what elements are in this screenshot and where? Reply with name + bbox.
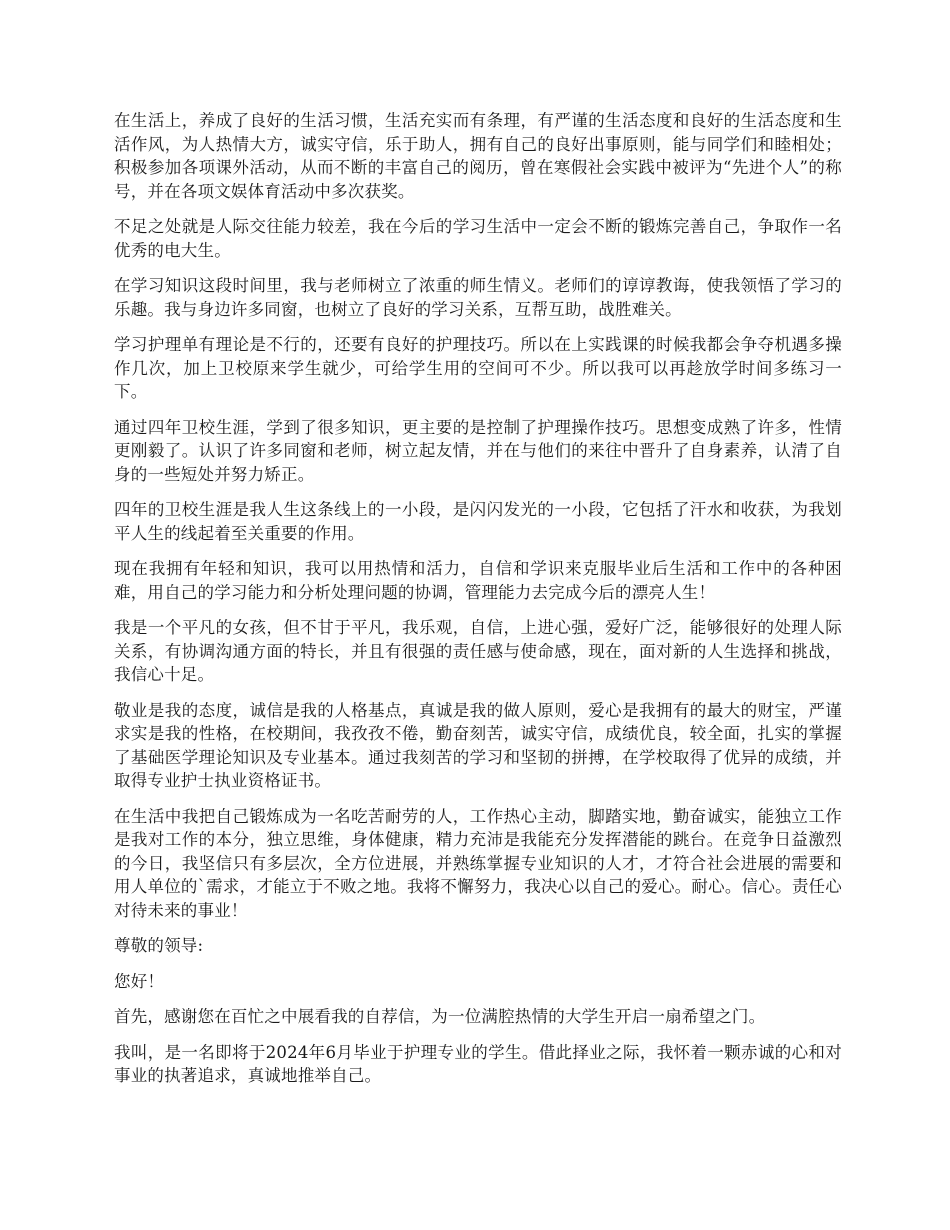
paragraph-thanks: 首先，感谢您在百忙之中展看我的自荐信，为一位满腔热情的大学生开启一扇希望之门。 [114,1007,766,1026]
paragraph-nursing-skills: 学习护理单有理论是不行的，还要有良好的护理技巧。所以在上实践课的时候我都会争夺机遇多操作几次，加上卫校原来学生就少，可给学生用的空间可不少。所以我可以再趁放学时间多练习一下。 [114,335,842,401]
paragraph-ordinary-girl: 我是一个平凡的女孩，但不甘于平凡，我乐观，自信，上进心强，爱好广泛，能够很好的处理人际关系，有协调沟通方面的特长，并且有很强的责任感与使命感，现在，面对新的人生选择和挑战，我信心十足。 [114,618,842,684]
paragraph-hardworking: 在生活中我把自己锻炼成为一名吃苦耐劳的人，工作热心主动，脚踏实地，勤奋诚实，能独立工作是我对工作的本分，独立思维，身体健康，精力充沛是我能充分发挥潜能的跳台。在竞争日益激烈的今日，我坚信只有多层次，全方位进展，并熟练掌握专业知识的人才，才符合社会进展的需要和用人单位的`需求，才能立于不败之地。我将不懈努力，我决心以自己的爱心。耐心。信心。责任心对待未来的事业！ [114,806,842,920]
paragraph-youth-knowledge: 现在我拥有年轻和知识，我可以用热情和活力，自信和学识来克服毕业后生活和工作中的各种困难，用自己的学习能力和分析处理问题的协调，管理能力去完成今后的漂亮人生！ [114,559,842,602]
paragraph-introduction: 我叫，是一名即将于2024年6月毕业于护理专业的学生。借此择业之际，我怀着一颗赤诚的心和对事业的执著追求，真诚地推举自己。 [114,1042,842,1085]
paragraph-shortcomings: 不足之处就是人际交往能力较差，我在今后的学习生活中一定会不断的锻炼完善自己，争取作一名优秀的电大生。 [114,217,842,260]
paragraph-four-years: 通过四年卫校生涯，学到了很多知识，更主要的是控制了护理操作技巧。思想变成熟了许多，性情更刚毅了。认识了许多同窗和老师，树立起友情，并在与他们的来往中晋升了自身素养，认清了自身的一些短处并努力矫正。 [114,417,842,484]
salutation: 尊敬的领导: [114,936,204,955]
document-body [114,109,842,1100]
paragraph-life-habits: 在生活上，养成了良好的生活习惯，生活充实而有条理，有严谨的生活态度和良好的生活态度和生活作风，为人热情大方，诚实守信，乐于助人，拥有自己的良好出事原则，能与同学们和睦相处；积极参加各项课外活动，从而不断的丰富自己的阅历，曾在寒假社会实践中被评为“先进个人”的称号，并在各项文娱体育活动中多次获奖。 [114,111,842,201]
paragraph-teachers: 在学习知识这段时间里，我与老师树立了浓重的师生情义。老师们的谆谆教诲，使我领悟了学习的乐趣。我与身边许多同窗，也树立了良好的学习关系，互帮互助，战胜难关。 [114,276,842,319]
paragraph-life-segment: 四年的卫校生涯是我人生这条线上的一小段，是闪闪发光的一小段，它包括了汗水和收获，为我划平人生的线起着至关重要的作用。 [114,500,842,543]
paragraph-dedication: 敬业是我的态度，诚信是我的人格基点，真诚是我的做人原则，爱心是我拥有的最大的财宝，严谨求实是我的性格，在校期间，我孜孜不倦，勤奋刻苦，诚实守信，成绩优良，较全面，扎实的掌握了基础医学理论知识及专业基本。通过我刻苦的学习和坚韧的拼搏，在学校取得了优异的成绩，并取得专业护士执业资格证书。 [114,700,842,790]
greeting: 您好！ [114,971,165,991]
